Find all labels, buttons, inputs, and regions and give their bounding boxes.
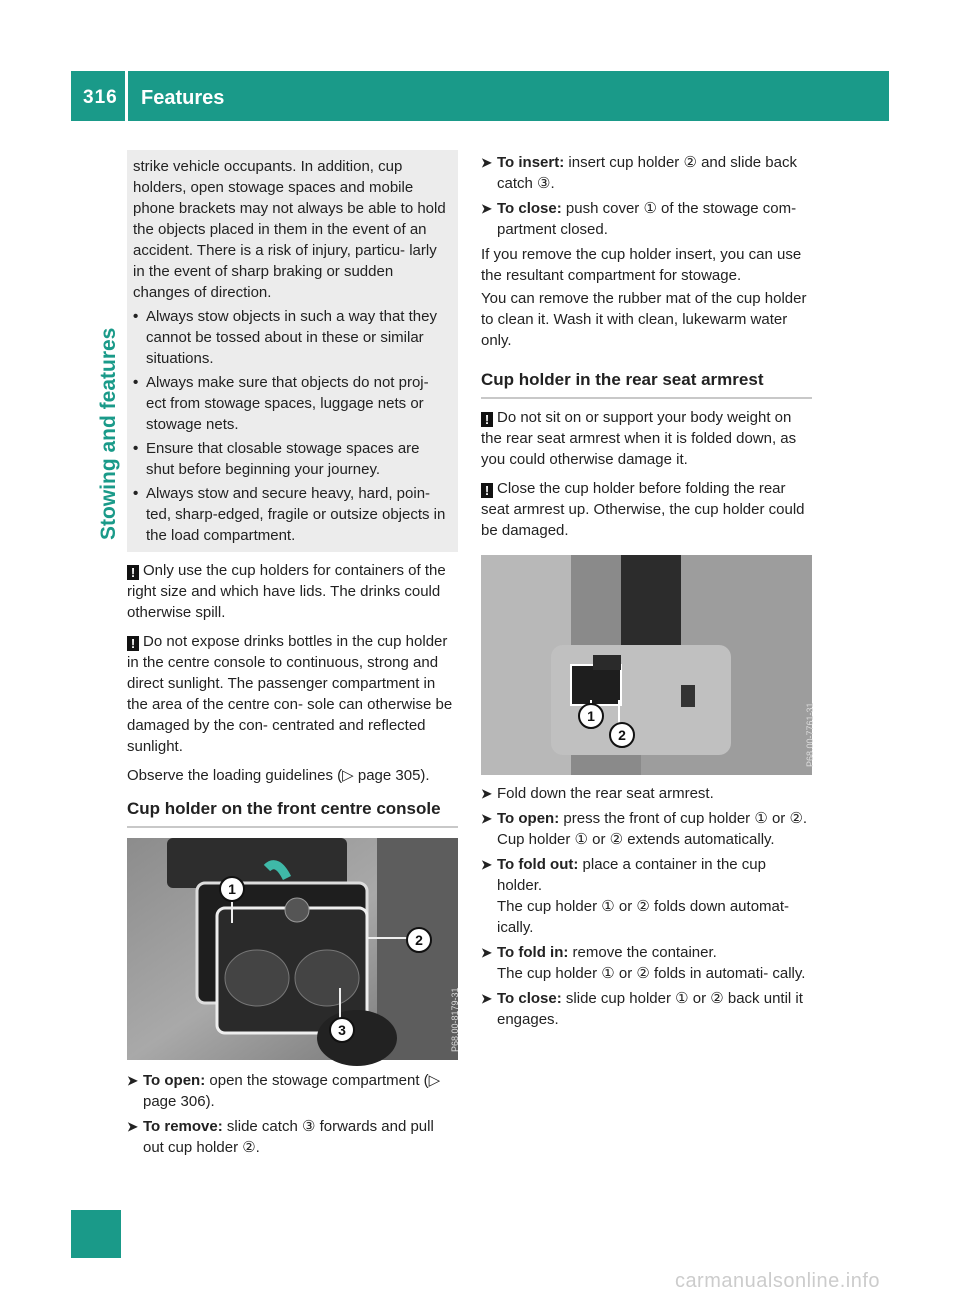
caution-note: ! Do not expose drinks bottles in the cup holder in the centre console to continuous, strong and direct sunlight. The passenger compartment in the area of the centre con- sole can otherwise be damaged by the con- centrated and reflected sunlight. [127, 633, 453, 755]
warning-bullet: • Always stow and secure heavy, hard, poin- ted, sharp-edged, fragile or outsize objects in the load compartment. [133, 485, 446, 544]
page-number: 316 [83, 87, 118, 108]
instruction-step: ➤ To close: push cover ① of the stowage com- partment closed. [481, 200, 797, 238]
armrest-illustration [481, 555, 812, 775]
callout-3: 3 [329, 1017, 355, 1043]
exclamation-icon: ! [127, 565, 139, 580]
centre-console-image [127, 838, 458, 1060]
instruction-step: ➤ To fold in: remove the container. The cup holder ① or ② folds in automati- cally. [481, 944, 806, 982]
instruction-step: ➤ To open: open the stowage compartment (▷ page 306). [127, 1072, 441, 1110]
exclamation-icon: ! [127, 636, 139, 651]
instruction-step: ➤ To insert: insert cup holder ② and slide back catch ③. [481, 154, 797, 192]
section-heading: Cup holder in the rear seat armrest [481, 369, 812, 399]
figure-code: P68.00-7761-31 [805, 702, 815, 767]
warning-text: strike vehicle occupants. In addition, cup holders, open stowage spaces and mobile phone brackets may not always be able to hold the objects placed in them in the event of an accident. There is a risk of injury, particu- larly in the event of sharp braking or sudden changes of direction. [133, 158, 446, 301]
page-header [71, 71, 889, 121]
page-title: Features [141, 87, 225, 109]
right-column [481, 150, 815, 1030]
callout-2: 2 [609, 722, 635, 748]
instruction-step: ➤ To remove: slide catch ③ forwards and pull out cup holder ②. [127, 1118, 434, 1156]
section-heading: Cup holder on the front centre console [127, 798, 458, 828]
caution-note: ! Do not sit on or support your body weight on the rear seat armrest when it is folded down, as you could otherwise damage it. [481, 409, 797, 468]
callout-1: 1 [578, 703, 604, 729]
side-section-label: Stowing and features [97, 327, 120, 540]
warning-bullet: • Always stow objects in such a way that they cannot be tossed about in these or similar situations. [133, 308, 437, 367]
instruction-step: ➤ To open: press the front of cup holder ① or ②. Cup holder ① or ② extends automatically. [481, 810, 808, 848]
instruction-step: ➤ Fold down the rear seat armrest. [481, 785, 714, 802]
caution-note: ! Only use the cup holders for containers of the right size and which have lids. The drinks could otherwise spill. [127, 562, 446, 621]
warning-bullet: • Always make sure that objects do not proj- ect from stowage spaces, luggage nets or stowage nets. [133, 374, 429, 433]
exclamation-icon: ! [481, 412, 493, 427]
instruction-step: ➤ To close: slide cup holder ① or ② back until it engages. [481, 990, 803, 1028]
warning-box [127, 150, 458, 552]
header-divider [125, 71, 128, 121]
callout-1: 1 [219, 876, 245, 902]
paragraph: You can remove the rubber mat of the cup holder to clean it. Wash it with clean, lukewarm water only. [481, 290, 807, 349]
console-illustration [127, 838, 458, 1060]
left-column [127, 150, 458, 1158]
instruction-step: ➤ To fold out: place a container in the cup holder. The cup holder ① or ② folds down automat- ically. [481, 856, 790, 936]
figure-code: P68.00-8179-31 [450, 987, 460, 1052]
observe-text: Observe the loading guidelines (▷ page 305). [127, 767, 430, 784]
footer-watermark: carmanualsonline.info [674, 1270, 880, 1292]
side-tab [71, 1210, 121, 1258]
warning-bullet: • Ensure that closable stowage spaces are shut before beginning your journey. [133, 440, 420, 478]
caution-note: ! Close the cup holder before folding the rear seat armrest up. Otherwise, the cup holder could be damaged. [481, 480, 805, 539]
rear-armrest-image [481, 555, 815, 775]
exclamation-icon: ! [481, 483, 493, 498]
callout-2: 2 [406, 927, 432, 953]
paragraph: If you remove the cup holder insert, you can use the resultant compartment for stowage. [481, 246, 802, 284]
